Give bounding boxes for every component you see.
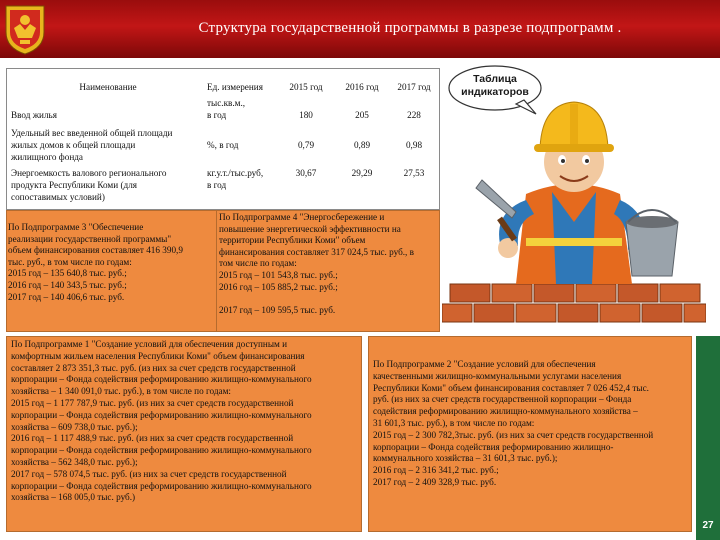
value-2016: 29,29	[351, 168, 373, 178]
value-2017: 0,98	[405, 140, 423, 150]
value-2015: 0,79	[297, 140, 315, 150]
unit-line: в год	[207, 180, 227, 190]
name-line: Ввод жилья	[11, 110, 57, 120]
header-2016: 2016 год	[345, 82, 379, 92]
value-2015: 180	[299, 110, 313, 120]
row-unit	[207, 97, 277, 121]
name-line: сопоставимых условий)	[11, 192, 105, 202]
text-line: 2017 год – 140 406,6 тыс. руб.	[8, 291, 125, 302]
header-bar	[0, 0, 720, 58]
subprogram-4-text	[216, 210, 438, 332]
text-line: 2015 год – 101 543,8 тыс. руб.;	[219, 269, 338, 280]
text-line: 2016 год – 140 343,5 тыс. руб.;	[8, 279, 127, 290]
name-line: жилищного фонда	[11, 152, 83, 162]
name-line: Энергоемкость валового регионального	[11, 168, 167, 178]
row-name	[11, 97, 205, 121]
indicators-table	[6, 68, 440, 210]
name-line: жилых домов к общей площади	[11, 140, 136, 150]
text-line: корпорации – Фонда содействия реформированию жилищно-коммунального	[11, 374, 312, 385]
text-line: 2015 год – 2 300 782,3тыс. руб. (из них за счет средств государственной	[373, 429, 654, 440]
text-line: хозяйства – 562 348,0 тыс. руб.);	[11, 456, 138, 467]
text-line: руб. (из них за счет средств государственной корпорации – Фонда	[373, 394, 632, 405]
indicators-callout	[452, 73, 538, 99]
text-line: составляет 2 873 351,3 тыс. руб. (из них за счет средств государственной	[11, 362, 296, 373]
row-unit	[207, 167, 277, 191]
text-line: качественными жилищно-коммунальными услугами населения	[373, 370, 622, 381]
text-line: финансирования составляет 317 024,5 тыс. руб., в	[219, 246, 414, 257]
brick-wall	[442, 284, 706, 322]
header-2015: 2015 год	[289, 82, 323, 92]
text-line: хозяйства – 1 340 091,0 тыс. руб.), в том числе по годам:	[11, 386, 231, 397]
text-line: хозяйства – 168 005,0 тыс. руб.)	[11, 492, 136, 503]
name-line: Удельный вес введенной общей площади	[11, 128, 173, 138]
text-line: По Подпрограмме 1 "Создание условий для обеспечения доступным и	[11, 339, 288, 349]
text-line: территории Республики Коми" объем	[219, 235, 366, 246]
text-line: повышение энергетической эффективности на	[219, 223, 401, 234]
unit-line	[207, 127, 277, 139]
text-line: 2016 год – 2 316 341,2 тыс. руб.;	[373, 465, 499, 476]
text-line: корпорации – Фонда содействия реформированию жилищно-	[373, 441, 614, 452]
text-line: 31 601,3 тыс. руб.), в том числе по годам:	[373, 417, 535, 428]
text-line: реализации государственной программы"	[8, 233, 172, 244]
page-side-strip	[696, 336, 720, 540]
row-name	[11, 127, 205, 163]
unit-line: в год	[207, 110, 227, 120]
text-line: тыс. руб., в том числе по годам:	[8, 256, 132, 267]
value-2016: 0,89	[353, 140, 371, 150]
subprogram-1-panel	[6, 336, 362, 532]
text-line: содействия реформированию жилищно-коммунального хозяйства –	[373, 406, 638, 417]
header-unit: Ед. измерения	[207, 82, 263, 92]
callout-line: Таблица	[473, 73, 517, 85]
subprogram-2-panel	[368, 336, 692, 532]
text-line: По Подпрограмме 2 "Создание условий для обеспечения	[373, 359, 596, 369]
unit-line: %, в год	[207, 140, 239, 150]
text-line: корпорации – Фонда содействия реформированию жилищно-коммунального	[11, 445, 312, 456]
text-line: корпорации – Фонда содействия реформированию жилищно-коммунального	[11, 480, 312, 491]
name-line: продукта Республики Коми (для	[11, 180, 137, 190]
subprogram-3-text	[8, 222, 208, 303]
row-unit	[207, 127, 277, 151]
unit-line: тыс.кв.м.,	[207, 98, 246, 108]
page-title: Структура государственной программы в разрезе подпрограмм .	[198, 20, 622, 36]
text-line: Республики Коми" объем финансирования составляет 7 026 452,4 тыс.	[373, 382, 649, 393]
text-line: 2015 год – 1 177 787,9 тыс. руб. (из них за счет средств государственной	[11, 397, 294, 408]
text-line: 2016 год – 1 117 488,9 тыс. руб. (из них за счет средств государственной	[11, 433, 294, 444]
text-line: корпорации – Фонда содействия реформированию жилищно-коммунального	[11, 409, 312, 420]
value-2017: 228	[407, 110, 421, 120]
text-line: объем финансирования составляет 416 390,9	[8, 245, 183, 256]
text-line: 2017 год – 578 074,5 тыс. руб. (из них за счет средств государственной	[11, 468, 287, 479]
text-line: комфортным жильем населения Республики Коми" объем финансирования	[11, 350, 305, 361]
unit-line: кг.у.т./тыс.руб,	[207, 168, 264, 178]
text-line: 2015 год – 135 640,8 тыс. руб.;	[8, 268, 127, 279]
value-2016: 205	[355, 110, 369, 120]
text-line: хозяйства – 609 738,0 тыс. руб.);	[11, 421, 138, 432]
header-name: Наименование	[79, 82, 137, 92]
text-line: 2017 год – 2 409 328,9 тыс. руб.	[373, 476, 497, 487]
header-2017: 2017 год	[397, 82, 431, 92]
text-line: 2017 год – 109 595,5 тыс. руб.	[219, 304, 336, 315]
text-line: По Подпрограмме 4 "Энергосбережение и	[219, 212, 385, 222]
text-line	[219, 293, 438, 305]
komi-coat-of-arms-icon	[2, 2, 48, 56]
text-line: 2016 год – 105 885,2 тыс. руб.;	[219, 281, 338, 292]
text-line: коммунального хозяйства – 31 601,3 тыс. руб.);	[373, 453, 558, 464]
value-2015: 30,67	[295, 168, 317, 178]
name-line	[11, 97, 205, 109]
text-line: По Подпрограмме 3 "Обеспечение	[8, 222, 144, 232]
callout-line: индикаторов	[461, 86, 529, 98]
row-name	[11, 167, 205, 203]
value-2017: 27,53	[403, 168, 425, 178]
page-number: 27	[702, 520, 714, 531]
text-line: том числе по годам:	[219, 258, 297, 269]
